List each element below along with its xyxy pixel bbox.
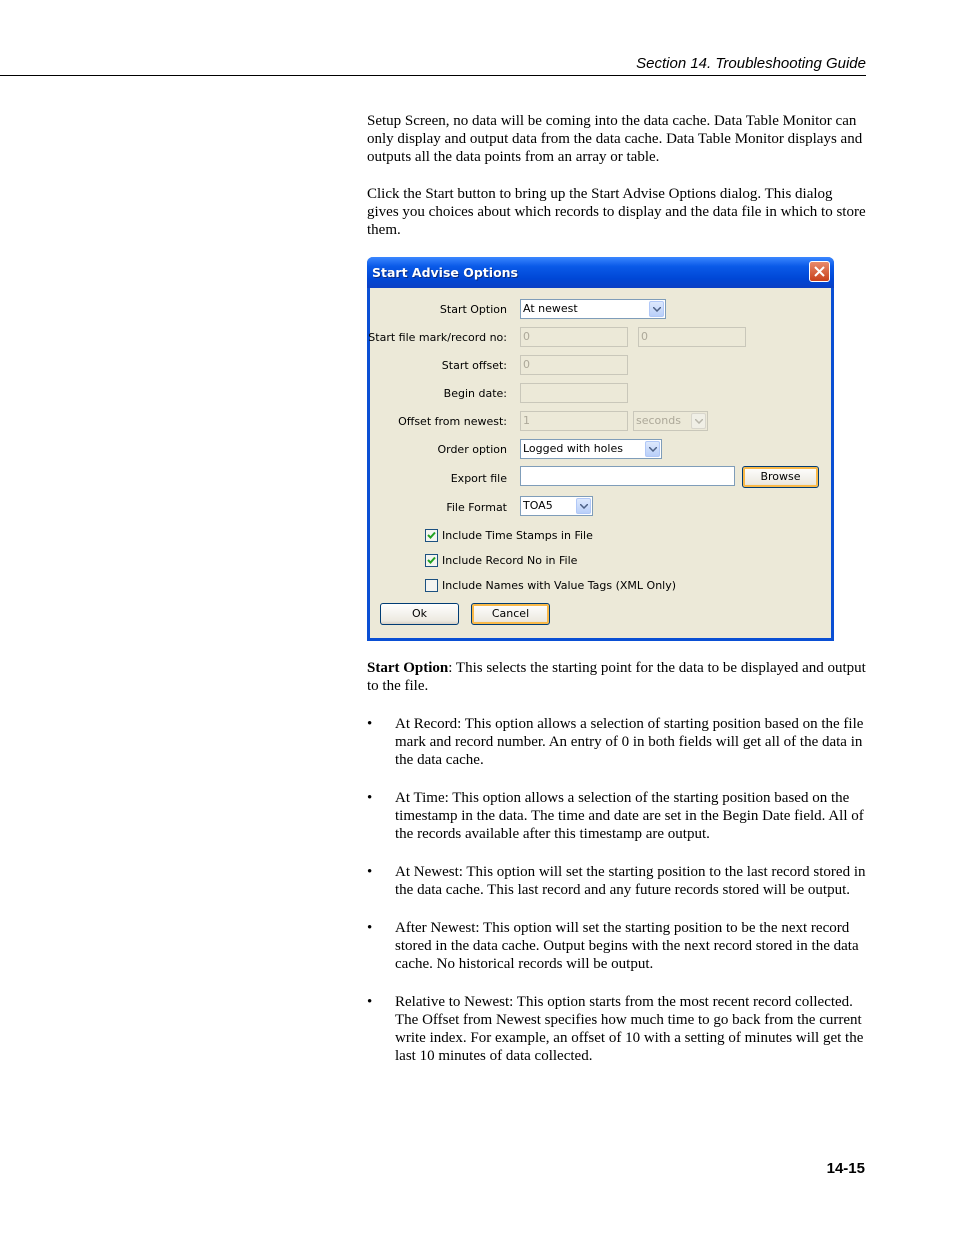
ok-button[interactable]: Ok xyxy=(380,603,459,625)
list-item-text: After Newest: This option will set the starting position to be the next record stored in the data cache. Output begins with the next record stored in the data cache. No historical records will be output. xyxy=(395,920,859,972)
chevron-down-icon[interactable] xyxy=(649,301,664,317)
checkmark-icon xyxy=(427,531,436,540)
page-number: 14-15 xyxy=(826,1160,865,1177)
chevron-down-icon[interactable] xyxy=(645,441,660,457)
record-no-input[interactable] xyxy=(638,327,746,347)
start-option-list xyxy=(367,715,867,1065)
begin-date-input[interactable] xyxy=(520,383,628,403)
bullet: • xyxy=(367,864,373,880)
bullet: • xyxy=(367,716,373,732)
start-option-term: Start Option xyxy=(367,660,449,676)
bullet: • xyxy=(367,920,373,936)
file-mark-value: 0 xyxy=(523,330,530,343)
intro-text xyxy=(367,112,867,239)
start-option-value: At newest xyxy=(523,302,578,315)
file-format-select[interactable] xyxy=(520,496,593,516)
list-item-text: At Newest: This option will set the starting position to the last record stored in the data cache. This last record and any future records stored will be output. xyxy=(395,864,866,898)
list-item xyxy=(367,863,867,899)
file-format-value: TOA5 xyxy=(523,499,553,512)
list-item-text: At Record: This option allows a selection of starting position based on the file mark and record number. An entry of 0 in both fields will get all of the data in the data cache. xyxy=(395,716,864,768)
list-item xyxy=(367,993,867,1065)
bullet: • xyxy=(367,790,373,806)
cancel-button[interactable]: Cancel xyxy=(471,603,550,625)
dialog-titlebar xyxy=(367,257,834,288)
close-icon xyxy=(814,266,825,277)
close-button[interactable] xyxy=(809,261,830,282)
checkbox-checked[interactable] xyxy=(425,529,438,542)
chevron-down-icon[interactable] xyxy=(576,498,591,514)
start-advise-options-dialog xyxy=(367,257,834,641)
order-option-label: Order option xyxy=(437,443,507,456)
offset-unit-select[interactable] xyxy=(633,411,708,431)
start-option-select[interactable] xyxy=(520,299,666,319)
include-names-label: Include Names with Value Tags (XML Only) xyxy=(442,579,677,592)
offset-newest-input[interactable] xyxy=(520,411,628,431)
page-header xyxy=(0,55,866,76)
file-mark-label: Start file mark/record no: xyxy=(368,331,507,344)
checkbox-unchecked[interactable] xyxy=(425,579,438,592)
start-option-text: : This selects the starting point for the data to be displayed and output to the file. xyxy=(367,660,866,694)
start-option-label: Start Option xyxy=(439,303,507,316)
list-item xyxy=(367,715,867,769)
chevron-down-icon[interactable] xyxy=(691,413,706,429)
begin-date-label: Begin date: xyxy=(443,387,507,400)
start-option-description xyxy=(367,659,867,695)
checkmark-icon xyxy=(427,556,436,565)
start-offset-input[interactable] xyxy=(520,355,628,375)
export-file-label: Export file xyxy=(450,472,507,485)
export-file-input[interactable] xyxy=(520,466,735,486)
record-no-value: 0 xyxy=(641,330,648,343)
section-title: Section 14. Troubleshooting Guide xyxy=(636,55,866,72)
file-mark-input[interactable] xyxy=(520,327,628,347)
offset-unit-value: seconds xyxy=(636,414,681,427)
offset-newest-label: Offset from newest: xyxy=(398,415,507,428)
list-item-text: Relative to Newest: This option starts from the most recent record collected. The Offset from Newest specifies how much time to go back from the current write index. For example, an offset of 10 with a setting of minutes will get the last 10 minutes of data collected. xyxy=(395,994,864,1064)
order-option-select[interactable] xyxy=(520,439,662,459)
list-item xyxy=(367,919,867,973)
intro-paragraph-2: Click the Start button to bring up the Start Advise Options dialog. This dialog gives you choices about which records to display and the data file in which to store them. xyxy=(367,186,866,238)
file-format-label: File Format xyxy=(446,501,507,514)
dialog-title: Start Advise Options xyxy=(372,265,518,280)
list-item xyxy=(367,789,867,843)
order-option-value: Logged with holes xyxy=(523,442,623,455)
start-offset-label: Start offset: xyxy=(441,359,507,372)
bullet: • xyxy=(367,994,373,1010)
checkbox-checked[interactable] xyxy=(425,554,438,567)
browse-button[interactable]: Browse xyxy=(742,466,819,488)
include-timestamps-label: Include Time Stamps in File xyxy=(442,529,593,542)
start-offset-value: 0 xyxy=(523,358,530,371)
include-record-no-label: Include Record No in File xyxy=(442,554,578,567)
list-item-text: At Time: This option allows a selection of the starting position based on the timestamp in the data. The time and date are set in the Begin Date field. All of the records available after this timestamp are output. xyxy=(395,790,864,842)
start-option-section xyxy=(367,659,867,1085)
intro-paragraph-1: Setup Screen, no data will be coming into the data cache. Data Table Monitor can only display and output data from the data cache. Data Table Monitor displays and outputs all the data points from an array or table. xyxy=(367,113,863,165)
offset-newest-value: 1 xyxy=(523,414,530,427)
